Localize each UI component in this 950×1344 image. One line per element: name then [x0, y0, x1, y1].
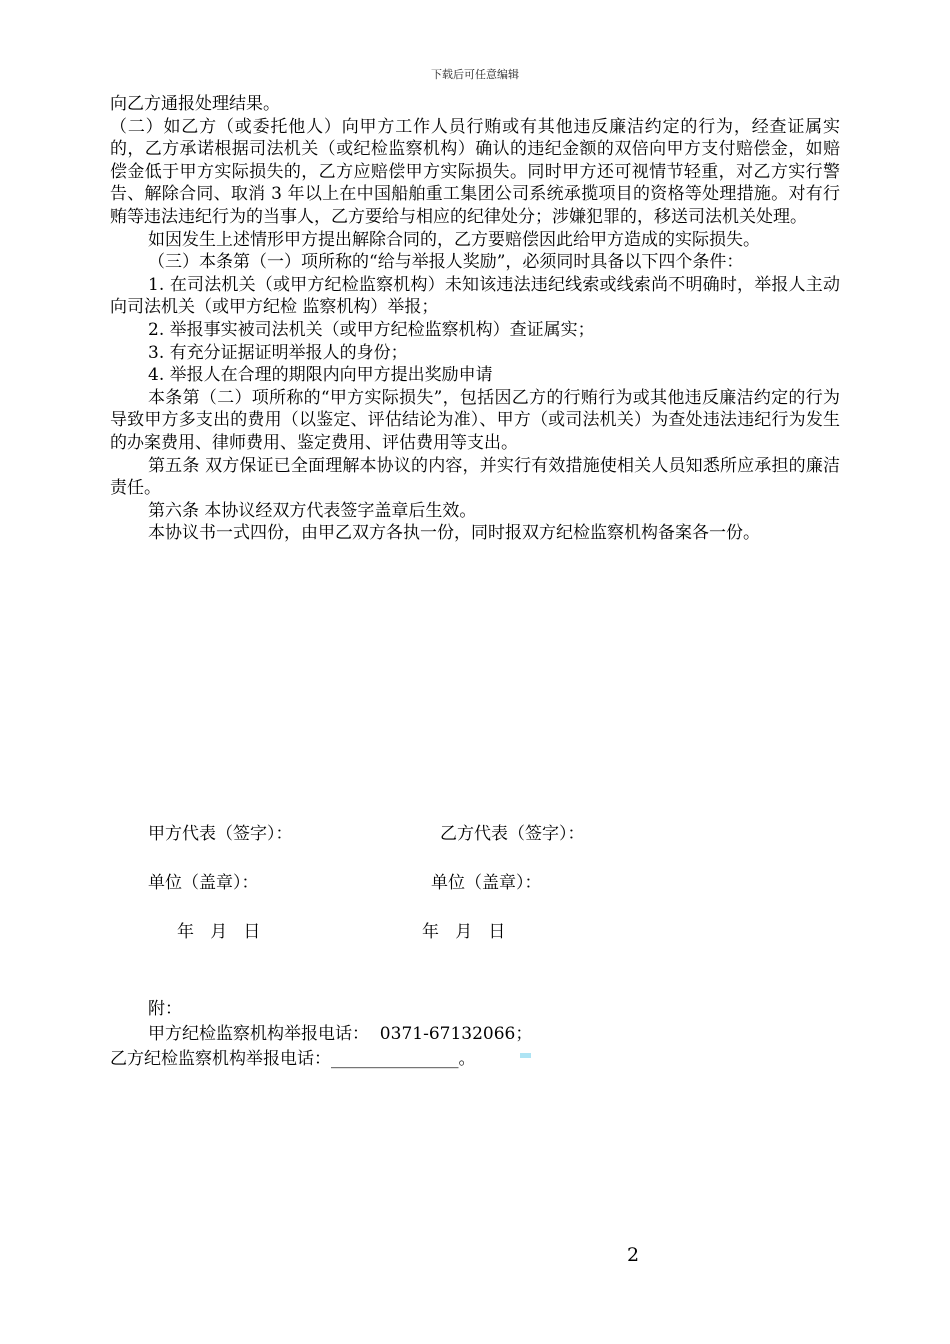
document-body — [110, 93, 840, 545]
paragraph: 如因发生上述情形甲方提出解除合同的，乙方要赔偿因此给甲方造成的实际损失。 — [148, 229, 760, 250]
party-b-date-label: 年 月 日 — [422, 922, 506, 942]
party-a-unit-label: 单位（盖章）： — [148, 873, 259, 893]
paragraph: （三）本条第（一）项所称的“给与举报人奖励”，必须同时具备以下四个条件： — [148, 252, 744, 273]
paragraph: 4. 举报人在合理的期限内向甲方提出奖励申请 — [148, 365, 493, 386]
paragraph: 本协议书一式四份，由甲乙双方各执一份，同时报双方纪检监察机构备案各一份。 — [148, 523, 760, 544]
paragraph: 第五条 双方保证已全面理解本协议的内容，并实行有效措施使相关人员知悉所应承担的廉洁责任。 — [110, 455, 840, 499]
paragraph: 1. 在司法机关（或甲方纪检监察机构）未知该违法违纪线索或线索尚不明确时，举报人主动向司法机关（或甲方纪检 监察机构）举报； — [110, 274, 840, 318]
party-b-unit-label: 单位（盖章）： — [431, 873, 542, 893]
attachment-label: 附： — [148, 999, 182, 1019]
paragraph: 本条第（二）项所称的“甲方实际损失”，包括因乙方的行贿行为或其他违反廉洁约定的行为导致甲方多支出的费用（以鉴定、评估结论为准）、甲方（或司法机关）为查处违法违纪行为发生的办案费用、律师费用、鉴定费用、评估费用等支出。 — [110, 387, 840, 453]
paragraph: 向乙方通报处理结果。 — [110, 94, 280, 114]
party-a-hotline: 甲方纪检监察机构举报电话： 0371-67132066； — [148, 1024, 533, 1044]
party-a-date-label: 年 月 日 — [177, 922, 261, 942]
page-number: 2 — [627, 1244, 640, 1266]
cursor-marker — [520, 1053, 531, 1058]
paragraph: 第六条 本协议经双方代表签字盖章后生效。 — [148, 500, 477, 521]
paragraph: 2. 举报事实被司法机关（或甲方纪检监察机构）查证属实； — [148, 319, 595, 340]
party-b-hotline: 乙方纪检监察机构举报电话：_______________。 — [110, 1049, 476, 1069]
paragraph: 3. 有充分证据证明举报人的身份； — [148, 342, 408, 363]
paragraph: （二）如乙方（或委托他人）向甲方工作人员行贿或有其他违反廉洁约定的行为，经查证属实的，乙方承诺根据司法机关（或纪检监察机构）确认的违纪金额的双倍向甲方支付赔偿金，如赔偿金低于甲方实际损失的，乙方应赔偿甲方实际损失。同时甲方还可视情节轻重，对乙方实行警告、解除合同、取消 3 年以上在中国船舶重工集团公司系统承揽项目的资格等处理措施。对有行贿等违法违纪行为的当事人，乙方要给与相应的纪律处分；涉嫌犯罪的，移送司法机关处理。 — [110, 116, 840, 227]
party-a-representative-label: 甲方代表（签字）： — [148, 824, 293, 844]
party-b-representative-label: 乙方代表（签字）： — [440, 824, 585, 844]
page-header: 下载后可任意编辑 — [431, 68, 519, 81]
